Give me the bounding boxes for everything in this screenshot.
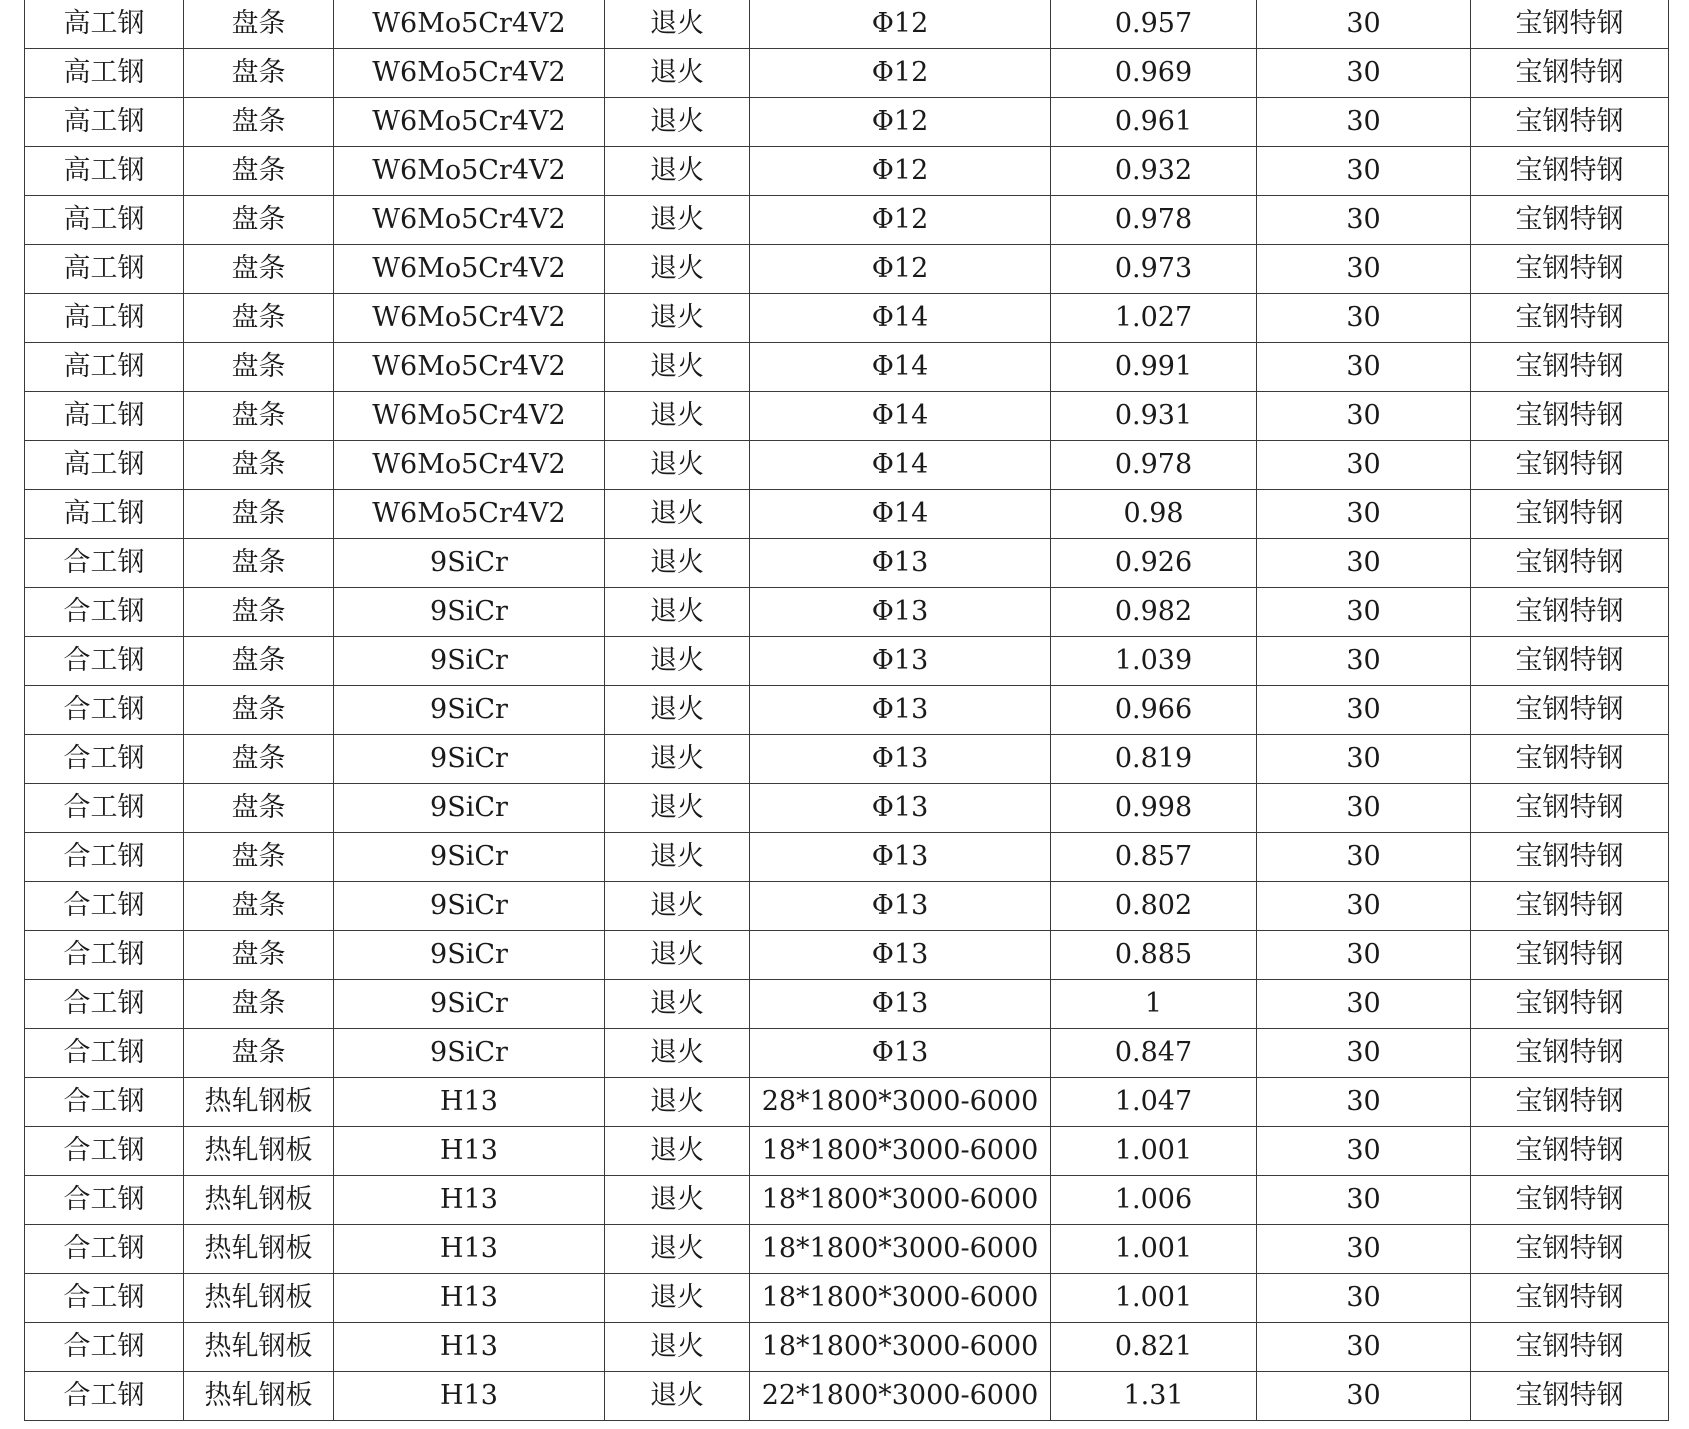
grade-cell: W6Mo5Cr4V2 xyxy=(334,98,605,147)
heat-treatment-cell: 退火 xyxy=(605,588,750,637)
form-cell: 盘条 xyxy=(184,931,334,980)
mill-cell: 宝钢特钢 xyxy=(1471,196,1669,245)
price-cell: 30 xyxy=(1257,1323,1471,1372)
mill-cell: 宝钢特钢 xyxy=(1471,1078,1669,1127)
heat-treatment-cell: 退火 xyxy=(605,1372,750,1421)
grade-cell: W6Mo5Cr4V2 xyxy=(334,392,605,441)
spec-cell: Φ13 xyxy=(750,686,1051,735)
spec-cell: Φ14 xyxy=(750,343,1051,392)
price-cell: 30 xyxy=(1257,1029,1471,1078)
quantity-cell: 0.998 xyxy=(1051,784,1257,833)
spec-cell: 18*1800*3000-6000 xyxy=(750,1323,1051,1372)
mill-cell: 宝钢特钢 xyxy=(1471,1274,1669,1323)
form-cell: 热轧钢板 xyxy=(184,1274,334,1323)
mill-cell: 宝钢特钢 xyxy=(1471,49,1669,98)
table-row xyxy=(25,1323,1669,1372)
grade-cell: W6Mo5Cr4V2 xyxy=(334,343,605,392)
grade-cell: H13 xyxy=(334,1372,605,1421)
form-cell: 热轧钢板 xyxy=(184,1078,334,1127)
spec-cell: 18*1800*3000-6000 xyxy=(750,1225,1051,1274)
mill-cell: 宝钢特钢 xyxy=(1471,588,1669,637)
table-row xyxy=(25,245,1669,294)
mill-cell: 宝钢特钢 xyxy=(1471,539,1669,588)
category-cell: 合工钢 xyxy=(25,1078,184,1127)
heat-treatment-cell: 退火 xyxy=(605,343,750,392)
table-row xyxy=(25,98,1669,147)
spec-cell: Φ14 xyxy=(750,294,1051,343)
grade-cell: 9SiCr xyxy=(334,637,605,686)
heat-treatment-cell: 退火 xyxy=(605,980,750,1029)
quantity-cell: 0.991 xyxy=(1051,343,1257,392)
grade-cell: 9SiCr xyxy=(334,931,605,980)
category-cell: 合工钢 xyxy=(25,1274,184,1323)
price-cell: 30 xyxy=(1257,931,1471,980)
spec-cell: Φ12 xyxy=(750,245,1051,294)
category-cell: 高工钢 xyxy=(25,441,184,490)
heat-treatment-cell: 退火 xyxy=(605,1127,750,1176)
quantity-cell: 0.847 xyxy=(1051,1029,1257,1078)
category-cell: 合工钢 xyxy=(25,588,184,637)
table-row xyxy=(25,1029,1669,1078)
quantity-cell: 1.039 xyxy=(1051,637,1257,686)
heat-treatment-cell: 退火 xyxy=(605,686,750,735)
category-cell: 合工钢 xyxy=(25,1029,184,1078)
grade-cell: H13 xyxy=(334,1176,605,1225)
price-cell: 30 xyxy=(1257,98,1471,147)
mill-cell: 宝钢特钢 xyxy=(1471,1127,1669,1176)
mill-cell: 宝钢特钢 xyxy=(1471,1323,1669,1372)
price-cell: 30 xyxy=(1257,784,1471,833)
spec-cell: Φ13 xyxy=(750,784,1051,833)
form-cell: 热轧钢板 xyxy=(184,1127,334,1176)
category-cell: 合工钢 xyxy=(25,833,184,882)
grade-cell: 9SiCr xyxy=(334,882,605,931)
mill-cell: 宝钢特钢 xyxy=(1471,98,1669,147)
table-body xyxy=(25,0,1669,1421)
table-row xyxy=(25,147,1669,196)
mill-cell: 宝钢特钢 xyxy=(1471,686,1669,735)
table-row xyxy=(25,1274,1669,1323)
price-cell: 30 xyxy=(1257,833,1471,882)
price-cell: 30 xyxy=(1257,490,1471,539)
price-cell: 30 xyxy=(1257,343,1471,392)
grade-cell: W6Mo5Cr4V2 xyxy=(334,0,605,49)
spec-cell: 18*1800*3000-6000 xyxy=(750,1176,1051,1225)
heat-treatment-cell: 退火 xyxy=(605,1176,750,1225)
form-cell: 盘条 xyxy=(184,147,334,196)
category-cell: 合工钢 xyxy=(25,735,184,784)
table-row xyxy=(25,196,1669,245)
quantity-cell: 1.31 xyxy=(1051,1372,1257,1421)
category-cell: 合工钢 xyxy=(25,1323,184,1372)
price-cell: 30 xyxy=(1257,882,1471,931)
spec-cell: Φ12 xyxy=(750,0,1051,49)
grade-cell: 9SiCr xyxy=(334,539,605,588)
category-cell: 高工钢 xyxy=(25,294,184,343)
table-row xyxy=(25,735,1669,784)
category-cell: 合工钢 xyxy=(25,1225,184,1274)
spec-cell: Φ14 xyxy=(750,490,1051,539)
mill-cell: 宝钢特钢 xyxy=(1471,1029,1669,1078)
form-cell: 盘条 xyxy=(184,1029,334,1078)
table-row xyxy=(25,441,1669,490)
form-cell: 盘条 xyxy=(184,833,334,882)
category-cell: 合工钢 xyxy=(25,1127,184,1176)
mill-cell: 宝钢特钢 xyxy=(1471,1176,1669,1225)
grade-cell: H13 xyxy=(334,1225,605,1274)
grade-cell: 9SiCr xyxy=(334,588,605,637)
quantity-cell: 0.931 xyxy=(1051,392,1257,441)
price-cell: 30 xyxy=(1257,1176,1471,1225)
form-cell: 盘条 xyxy=(184,539,334,588)
heat-treatment-cell: 退火 xyxy=(605,147,750,196)
price-cell: 30 xyxy=(1257,1372,1471,1421)
mill-cell: 宝钢特钢 xyxy=(1471,833,1669,882)
category-cell: 高工钢 xyxy=(25,0,184,49)
category-cell: 高工钢 xyxy=(25,343,184,392)
quantity-cell: 0.98 xyxy=(1051,490,1257,539)
category-cell: 高工钢 xyxy=(25,392,184,441)
mill-cell: 宝钢特钢 xyxy=(1471,784,1669,833)
heat-treatment-cell: 退火 xyxy=(605,1225,750,1274)
grade-cell: W6Mo5Cr4V2 xyxy=(334,147,605,196)
quantity-cell: 0.969 xyxy=(1051,49,1257,98)
table-row xyxy=(25,539,1669,588)
heat-treatment-cell: 退火 xyxy=(605,637,750,686)
spec-cell: Φ12 xyxy=(750,196,1051,245)
table-row xyxy=(25,1176,1669,1225)
spec-cell: Φ13 xyxy=(750,588,1051,637)
mill-cell: 宝钢特钢 xyxy=(1471,294,1669,343)
table-row xyxy=(25,0,1669,49)
quantity-cell: 0.973 xyxy=(1051,245,1257,294)
heat-treatment-cell: 退火 xyxy=(605,0,750,49)
category-cell: 高工钢 xyxy=(25,98,184,147)
spec-cell: 22*1800*3000-6000 xyxy=(750,1372,1051,1421)
category-cell: 合工钢 xyxy=(25,1372,184,1421)
price-cell: 30 xyxy=(1257,980,1471,1029)
table-row xyxy=(25,490,1669,539)
price-cell: 30 xyxy=(1257,147,1471,196)
heat-treatment-cell: 退火 xyxy=(605,1274,750,1323)
form-cell: 盘条 xyxy=(184,588,334,637)
table-row xyxy=(25,343,1669,392)
form-cell: 盘条 xyxy=(184,735,334,784)
heat-treatment-cell: 退火 xyxy=(605,441,750,490)
grade-cell: 9SiCr xyxy=(334,686,605,735)
form-cell: 盘条 xyxy=(184,490,334,539)
table-row xyxy=(25,637,1669,686)
mill-cell: 宝钢特钢 xyxy=(1471,392,1669,441)
form-cell: 盘条 xyxy=(184,392,334,441)
price-cell: 30 xyxy=(1257,1225,1471,1274)
spec-cell: Φ13 xyxy=(750,1029,1051,1078)
spec-cell: Φ12 xyxy=(750,98,1051,147)
heat-treatment-cell: 退火 xyxy=(605,1323,750,1372)
grade-cell: W6Mo5Cr4V2 xyxy=(334,490,605,539)
category-cell: 合工钢 xyxy=(25,882,184,931)
mill-cell: 宝钢特钢 xyxy=(1471,147,1669,196)
form-cell: 盘条 xyxy=(184,245,334,294)
mill-cell: 宝钢特钢 xyxy=(1471,931,1669,980)
table-row xyxy=(25,1127,1669,1176)
grade-cell: W6Mo5Cr4V2 xyxy=(334,196,605,245)
form-cell: 热轧钢板 xyxy=(184,1323,334,1372)
spec-cell: Φ13 xyxy=(750,980,1051,1029)
spec-cell: 18*1800*3000-6000 xyxy=(750,1274,1051,1323)
table-row xyxy=(25,686,1669,735)
spec-cell: 28*1800*3000-6000 xyxy=(750,1078,1051,1127)
heat-treatment-cell: 退火 xyxy=(605,245,750,294)
grade-cell: H13 xyxy=(334,1274,605,1323)
table-row xyxy=(25,392,1669,441)
grade-cell: H13 xyxy=(334,1323,605,1372)
heat-treatment-cell: 退火 xyxy=(605,392,750,441)
price-cell: 30 xyxy=(1257,735,1471,784)
spec-cell: Φ13 xyxy=(750,637,1051,686)
mill-cell: 宝钢特钢 xyxy=(1471,343,1669,392)
heat-treatment-cell: 退火 xyxy=(605,294,750,343)
mill-cell: 宝钢特钢 xyxy=(1471,735,1669,784)
heat-treatment-cell: 退火 xyxy=(605,539,750,588)
form-cell: 盘条 xyxy=(184,98,334,147)
mill-cell: 宝钢特钢 xyxy=(1471,0,1669,49)
mill-cell: 宝钢特钢 xyxy=(1471,882,1669,931)
mill-cell: 宝钢特钢 xyxy=(1471,1372,1669,1421)
spec-cell: Φ13 xyxy=(750,882,1051,931)
category-cell: 高工钢 xyxy=(25,49,184,98)
form-cell: 盘条 xyxy=(184,784,334,833)
quantity-cell: 0.957 xyxy=(1051,0,1257,49)
price-cell: 30 xyxy=(1257,294,1471,343)
form-cell: 盘条 xyxy=(184,637,334,686)
heat-treatment-cell: 退火 xyxy=(605,196,750,245)
category-cell: 合工钢 xyxy=(25,637,184,686)
grade-cell: 9SiCr xyxy=(334,784,605,833)
mill-cell: 宝钢特钢 xyxy=(1471,1225,1669,1274)
quantity-cell: 1.001 xyxy=(1051,1225,1257,1274)
spec-cell: Φ14 xyxy=(750,441,1051,490)
price-cell: 30 xyxy=(1257,196,1471,245)
mill-cell: 宝钢特钢 xyxy=(1471,490,1669,539)
price-cell: 30 xyxy=(1257,539,1471,588)
quantity-cell: 0.926 xyxy=(1051,539,1257,588)
category-cell: 合工钢 xyxy=(25,539,184,588)
grade-cell: W6Mo5Cr4V2 xyxy=(334,294,605,343)
price-cell: 30 xyxy=(1257,1078,1471,1127)
price-cell: 30 xyxy=(1257,392,1471,441)
category-cell: 高工钢 xyxy=(25,196,184,245)
quantity-cell: 0.821 xyxy=(1051,1323,1257,1372)
category-cell: 合工钢 xyxy=(25,931,184,980)
spec-cell: Φ12 xyxy=(750,147,1051,196)
table-row xyxy=(25,1225,1669,1274)
mill-cell: 宝钢特钢 xyxy=(1471,637,1669,686)
heat-treatment-cell: 退火 xyxy=(605,882,750,931)
quantity-cell: 0.802 xyxy=(1051,882,1257,931)
table-row xyxy=(25,980,1669,1029)
quantity-cell: 0.978 xyxy=(1051,196,1257,245)
quantity-cell: 0.885 xyxy=(1051,931,1257,980)
grade-cell: 9SiCr xyxy=(334,735,605,784)
heat-treatment-cell: 退火 xyxy=(605,98,750,147)
heat-treatment-cell: 退火 xyxy=(605,833,750,882)
grade-cell: 9SiCr xyxy=(334,980,605,1029)
heat-treatment-cell: 退火 xyxy=(605,49,750,98)
price-cell: 30 xyxy=(1257,686,1471,735)
form-cell: 热轧钢板 xyxy=(184,1372,334,1421)
quantity-cell: 0.961 xyxy=(1051,98,1257,147)
price-cell: 30 xyxy=(1257,1274,1471,1323)
spec-cell: Φ12 xyxy=(750,49,1051,98)
mill-cell: 宝钢特钢 xyxy=(1471,245,1669,294)
price-cell: 30 xyxy=(1257,441,1471,490)
form-cell: 盘条 xyxy=(184,686,334,735)
heat-treatment-cell: 退火 xyxy=(605,931,750,980)
form-cell: 盘条 xyxy=(184,49,334,98)
price-cell: 30 xyxy=(1257,637,1471,686)
heat-treatment-cell: 退火 xyxy=(605,1029,750,1078)
form-cell: 盘条 xyxy=(184,0,334,49)
form-cell: 盘条 xyxy=(184,980,334,1029)
price-cell: 30 xyxy=(1257,49,1471,98)
price-cell: 30 xyxy=(1257,588,1471,637)
quantity-cell: 0.978 xyxy=(1051,441,1257,490)
mill-cell: 宝钢特钢 xyxy=(1471,441,1669,490)
table-row xyxy=(25,49,1669,98)
table-row xyxy=(25,882,1669,931)
mill-cell: 宝钢特钢 xyxy=(1471,980,1669,1029)
category-cell: 合工钢 xyxy=(25,980,184,1029)
table-row xyxy=(25,784,1669,833)
grade-cell: W6Mo5Cr4V2 xyxy=(334,49,605,98)
heat-treatment-cell: 退火 xyxy=(605,784,750,833)
category-cell: 合工钢 xyxy=(25,784,184,833)
form-cell: 盘条 xyxy=(184,343,334,392)
quantity-cell: 0.932 xyxy=(1051,147,1257,196)
price-cell: 30 xyxy=(1257,0,1471,49)
grade-cell: 9SiCr xyxy=(334,1029,605,1078)
quantity-cell: 1.006 xyxy=(1051,1176,1257,1225)
quantity-cell: 1 xyxy=(1051,980,1257,1029)
quantity-cell: 0.966 xyxy=(1051,686,1257,735)
price-cell: 30 xyxy=(1257,1127,1471,1176)
form-cell: 盘条 xyxy=(184,196,334,245)
spec-cell: Φ14 xyxy=(750,392,1051,441)
category-cell: 合工钢 xyxy=(25,686,184,735)
quantity-cell: 1.001 xyxy=(1051,1127,1257,1176)
category-cell: 高工钢 xyxy=(25,490,184,539)
quantity-cell: 0.857 xyxy=(1051,833,1257,882)
table-row xyxy=(25,294,1669,343)
heat-treatment-cell: 退火 xyxy=(605,490,750,539)
quantity-cell: 0.982 xyxy=(1051,588,1257,637)
table-row xyxy=(25,1372,1669,1421)
heat-treatment-cell: 退火 xyxy=(605,735,750,784)
grade-cell: W6Mo5Cr4V2 xyxy=(334,441,605,490)
table-row xyxy=(25,1078,1669,1127)
spec-cell: Φ13 xyxy=(750,539,1051,588)
steel-inventory-table xyxy=(24,0,1669,1421)
form-cell: 热轧钢板 xyxy=(184,1176,334,1225)
grade-cell: H13 xyxy=(334,1127,605,1176)
grade-cell: 9SiCr xyxy=(334,833,605,882)
form-cell: 盘条 xyxy=(184,882,334,931)
category-cell: 高工钢 xyxy=(25,245,184,294)
form-cell: 盘条 xyxy=(184,441,334,490)
spec-cell: Φ13 xyxy=(750,735,1051,784)
quantity-cell: 1.027 xyxy=(1051,294,1257,343)
table-row xyxy=(25,588,1669,637)
form-cell: 热轧钢板 xyxy=(184,1225,334,1274)
category-cell: 合工钢 xyxy=(25,1176,184,1225)
spec-cell: 18*1800*3000-6000 xyxy=(750,1127,1051,1176)
price-cell: 30 xyxy=(1257,245,1471,294)
category-cell: 高工钢 xyxy=(25,147,184,196)
quantity-cell: 1.001 xyxy=(1051,1274,1257,1323)
quantity-cell: 1.047 xyxy=(1051,1078,1257,1127)
grade-cell: W6Mo5Cr4V2 xyxy=(334,245,605,294)
grade-cell: H13 xyxy=(334,1078,605,1127)
heat-treatment-cell: 退火 xyxy=(605,1078,750,1127)
spec-cell: Φ13 xyxy=(750,833,1051,882)
form-cell: 盘条 xyxy=(184,294,334,343)
table-row xyxy=(25,931,1669,980)
table-row xyxy=(25,833,1669,882)
quantity-cell: 0.819 xyxy=(1051,735,1257,784)
spec-cell: Φ13 xyxy=(750,931,1051,980)
